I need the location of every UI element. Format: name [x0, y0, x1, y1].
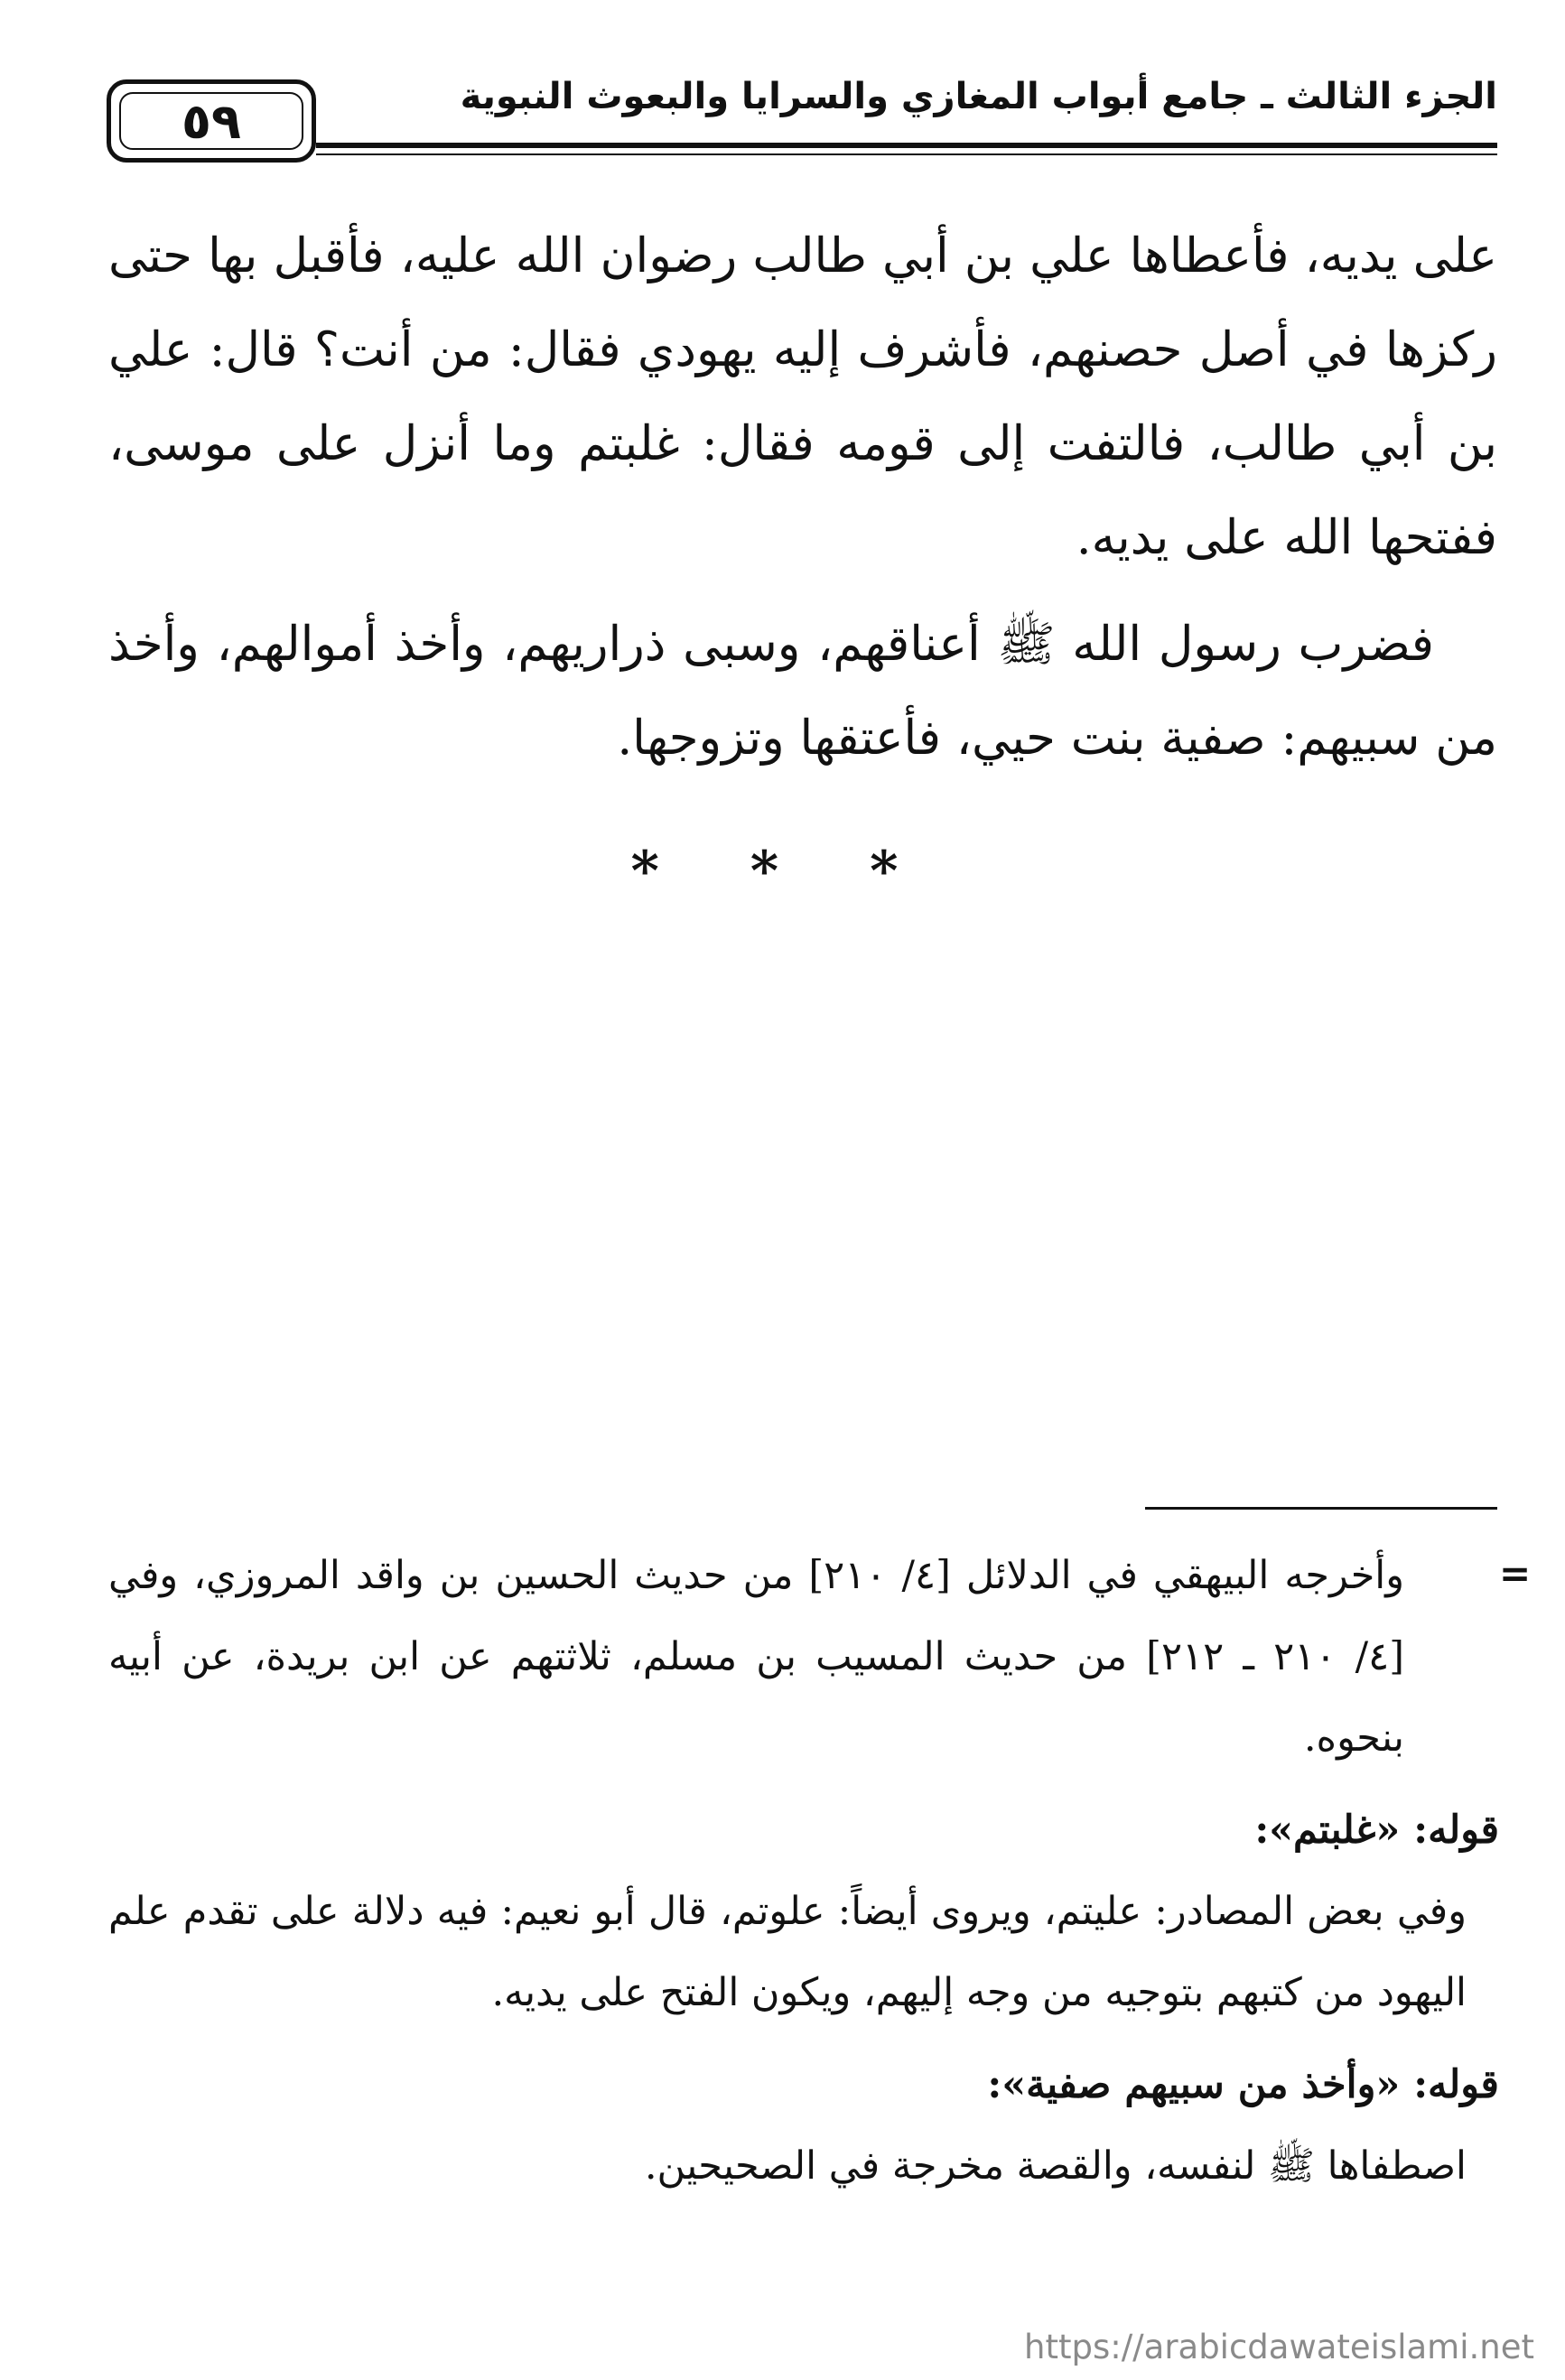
main-paragraph-1: على يديه، فأعطاها علي بن أبي طالب رضوان الله عليه، فأقبل بها حتى ركزها في أصل حصنهم، فأشرف إليه يهودي فقال: من أنت؟ قال: علي بن أبي طالب، فالتفت إلى قومه فقال: غلبتم وما أنزل على موسى، ففتحها الله على يديه. [108, 228, 1497, 565]
page-number-box [107, 79, 316, 163]
main-text [108, 209, 1497, 786]
footnote-text-1: وفي بعض المصادر: عليتم، ويروى أيضاً: علوتم، قال أبو نعيم: فيه دلالة على تقدم علم اليهود من كتبهم بتوجيه من وجه إليهم، ويكون الفتح على يديه. [108, 1889, 1467, 2015]
running-title: الجزء الثالث ـ جامع أبواب المغازي والسرايا والبعوث النبوية [460, 76, 1497, 117]
footnote-rule [1145, 1507, 1497, 1510]
footnote-continuation-mark: = [1499, 1551, 1532, 1595]
header-rule-thick [316, 143, 1497, 148]
page-header [107, 63, 1497, 163]
footnotes [108, 1535, 1499, 2207]
footnote-label-1: قوله: «غلبتم»: [1254, 1808, 1499, 1853]
footnote-label-2: قوله: «وأخذ من سبيهم صفية»: [987, 2062, 1499, 2107]
watermark-url: https://arabicdawateislami.net [1024, 2328, 1534, 2366]
main-paragraph-2: فضرب رسول الله ﷺ أعناقهم، وسبى ذراريهم، وأخذ أموالهم، وأخذ من سبيهم: صفية بنت حيي، فأعتقها وتزوجها. [108, 617, 1497, 766]
footnote-source: وأخرجه البيهقي في الدلائل [٤/ ٢١٠] من حديث الحسين بن واقد المروزي، وفي [٤/ ٢١٠ ـ ٢١٢] من حديث المسيب بن مسلم، ثلاثتهم عن ابن بريدة، عن أبيه بنحوه. [108, 1553, 1405, 1761]
page-number: ٥٩ [182, 92, 241, 150]
footnote-text-2: اصطفاها ﷺ لنفسه، والقصة مخرجة في الصحيحين. [644, 2143, 1467, 2189]
header-rule-thin [316, 153, 1497, 155]
section-separator: * * * [630, 840, 935, 903]
